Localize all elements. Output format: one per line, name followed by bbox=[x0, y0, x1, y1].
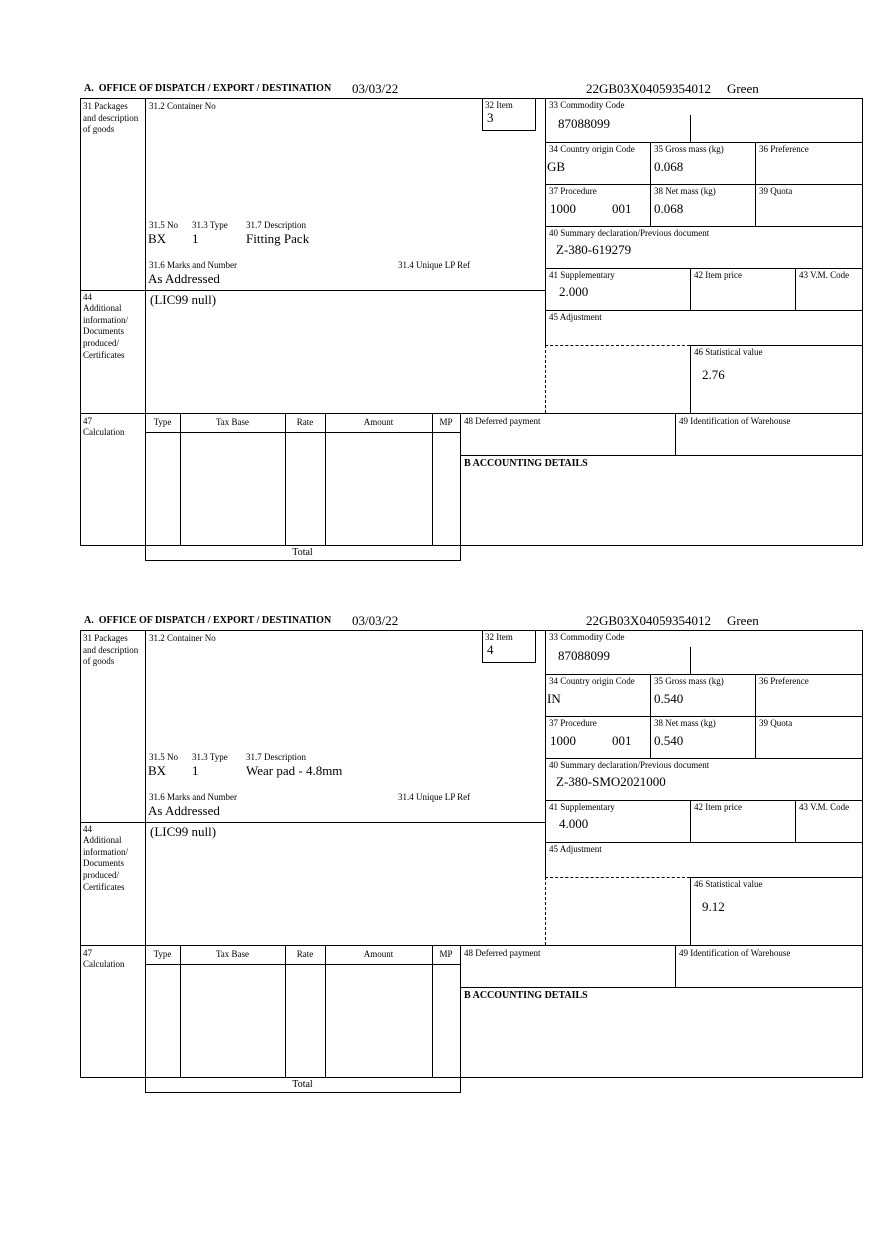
grid-line bbox=[755, 674, 756, 758]
calc-total-label: Total bbox=[292, 547, 313, 558]
box43-label: 43 V.M. Code bbox=[799, 270, 850, 280]
grid-line bbox=[145, 560, 461, 561]
procedure-code-2-value: 001 bbox=[612, 733, 632, 748]
box41-label: 41 Supplementary bbox=[549, 802, 615, 812]
grid-line bbox=[80, 98, 81, 545]
box31-4-label: 31.4 Unique LP Ref bbox=[398, 260, 471, 270]
grid-line bbox=[650, 142, 651, 226]
box37-label: 37 Procedure bbox=[549, 186, 597, 196]
box44-label: Additional information/ Documents produced/ Certificates bbox=[83, 835, 128, 892]
box35-label: 35 Gross mass (kg) bbox=[654, 144, 724, 154]
box47-label: Calculation bbox=[83, 959, 125, 969]
box34-label: 34 Country origin Code bbox=[549, 676, 635, 686]
grid-line bbox=[545, 758, 863, 759]
routing-status: Green bbox=[726, 613, 759, 628]
grid-line bbox=[675, 945, 676, 987]
net-mass-value: 0.068 bbox=[654, 201, 684, 216]
grid-line bbox=[80, 945, 863, 946]
box31-3-label: 31.3 Type bbox=[192, 752, 228, 762]
accounting-details-label: B ACCOUNTING DETAILS bbox=[464, 990, 588, 1001]
box36-label: 36 Preference bbox=[759, 676, 809, 686]
section-a-title: A. OFFICE OF DISPATCH / EXPORT / DESTINATION bbox=[84, 83, 332, 94]
calc-col-amount: Amount bbox=[363, 949, 394, 959]
box40-label: 40 Summary declaration/Previous document bbox=[549, 228, 710, 238]
grid-line bbox=[545, 630, 546, 877]
grid-line bbox=[145, 98, 146, 560]
box32-label: 32 Item bbox=[485, 632, 513, 642]
grid-line bbox=[80, 630, 81, 1077]
grid-line bbox=[795, 800, 796, 842]
box44-number: 44 bbox=[83, 824, 92, 834]
grid-line bbox=[460, 455, 863, 456]
box37-label: 37 Procedure bbox=[549, 718, 597, 728]
box40-label: 40 Summary declaration/Previous document bbox=[549, 760, 710, 770]
grid-line bbox=[545, 716, 863, 717]
dispatch-date: 03/03/22 bbox=[352, 613, 399, 628]
grid-line bbox=[675, 413, 676, 455]
calc-col-tax-base: Tax Base bbox=[215, 417, 250, 427]
calc-col-tax-base: Tax Base bbox=[215, 949, 250, 959]
package-type-value: 1 bbox=[192, 763, 199, 778]
declaration-item-block bbox=[80, 80, 864, 562]
grid-line bbox=[145, 432, 461, 433]
package-count-value: BX bbox=[148, 231, 167, 246]
box31-7-label: 31.7 Description bbox=[246, 220, 306, 230]
calc-col-mp: MP bbox=[439, 949, 453, 959]
grid-line bbox=[482, 662, 536, 663]
grid-line bbox=[80, 545, 863, 546]
box47-number: 47 bbox=[83, 416, 92, 426]
grid-line bbox=[325, 945, 326, 1077]
box43-label: 43 V.M. Code bbox=[799, 802, 850, 812]
grid-line bbox=[545, 842, 863, 843]
marks-value: As Addressed bbox=[148, 803, 220, 818]
grid-line bbox=[80, 290, 546, 291]
box41-label: 41 Supplementary bbox=[549, 270, 615, 280]
package-count-value: BX bbox=[148, 763, 167, 778]
calc-total-label: Total bbox=[292, 1079, 313, 1090]
calc-col-type: Type bbox=[153, 949, 172, 959]
box31-2-label: 31.2 Container No bbox=[149, 633, 216, 643]
grid-line bbox=[460, 945, 461, 1092]
box39-label: 39 Quota bbox=[759, 186, 793, 196]
statistical-value: 9.12 bbox=[702, 899, 725, 914]
box46-label: 46 Statistical value bbox=[694, 347, 763, 357]
box31-6-label: 31.6 Marks and Number bbox=[149, 792, 237, 802]
grid-line bbox=[545, 877, 690, 878]
dispatch-date: 03/03/22 bbox=[352, 81, 399, 96]
goods-description-value: Fitting Pack bbox=[246, 231, 310, 246]
box38-label: 38 Net mass (kg) bbox=[654, 186, 716, 196]
box31-5-label: 31.5 No bbox=[149, 752, 178, 762]
section-a-title: A. OFFICE OF DISPATCH / EXPORT / DESTINATION bbox=[84, 615, 332, 626]
net-mass-value: 0.540 bbox=[654, 733, 684, 748]
supplementary-units-value: 4.000 bbox=[559, 816, 589, 831]
box47-label: Calculation bbox=[83, 427, 125, 437]
country-origin-value: IN bbox=[547, 691, 561, 706]
grid-line bbox=[545, 345, 546, 413]
box49-label: 49 Identification of Warehouse bbox=[679, 416, 791, 426]
box45-label: 45 Adjustment bbox=[549, 312, 602, 322]
grid-line bbox=[432, 413, 433, 545]
mrn-value: 22GB03X04059354012 bbox=[586, 613, 711, 628]
grid-line bbox=[432, 945, 433, 1077]
grid-line bbox=[795, 268, 796, 310]
grid-line bbox=[690, 345, 863, 346]
calc-col-amount: Amount bbox=[363, 417, 394, 427]
grid-line bbox=[545, 674, 863, 675]
calc-col-rate: Rate bbox=[296, 417, 314, 427]
box31-7-label: 31.7 Description bbox=[246, 752, 306, 762]
procedure-code-2-value: 001 bbox=[612, 201, 632, 216]
supplementary-units-value: 2.000 bbox=[559, 284, 589, 299]
marks-value: As Addressed bbox=[148, 271, 220, 286]
grid-line bbox=[650, 674, 651, 758]
mrn-value: 22GB03X04059354012 bbox=[586, 81, 711, 96]
grid-line bbox=[460, 987, 863, 988]
grid-line bbox=[690, 345, 691, 413]
box48-label: 48 Deferred payment bbox=[464, 948, 541, 958]
box33-label: 33 Commodity Code bbox=[549, 100, 625, 110]
grid-line bbox=[690, 115, 691, 142]
box34-label: 34 Country origin Code bbox=[549, 144, 635, 154]
box38-label: 38 Net mass (kg) bbox=[654, 718, 716, 728]
grid-line bbox=[80, 1077, 863, 1078]
additional-information-value: (LIC99 null) bbox=[150, 824, 217, 839]
grid-line bbox=[482, 98, 483, 130]
grid-line bbox=[80, 413, 863, 414]
grid-line bbox=[755, 142, 756, 226]
accounting-details-label: B ACCOUNTING DETAILS bbox=[464, 458, 588, 469]
grid-line bbox=[482, 630, 483, 662]
grid-line bbox=[80, 98, 863, 99]
grid-line bbox=[80, 822, 546, 823]
box32-label: 32 Item bbox=[485, 100, 513, 110]
commodity-code-value: 87088099 bbox=[558, 116, 610, 131]
box39-label: 39 Quota bbox=[759, 718, 793, 728]
summary-declaration-value: Z-380-SMO2021000 bbox=[556, 774, 666, 789]
box45-label: 45 Adjustment bbox=[549, 844, 602, 854]
grid-line bbox=[690, 877, 863, 878]
item-number-value: 4 bbox=[487, 642, 494, 657]
grid-line bbox=[482, 130, 536, 131]
box31-label: 31 Packages and description of goods bbox=[83, 101, 139, 135]
item-number-value: 3 bbox=[487, 110, 494, 125]
package-type-value: 1 bbox=[192, 231, 199, 246]
gross-mass-value: 0.540 bbox=[654, 691, 684, 706]
box31-4-label: 31.4 Unique LP Ref bbox=[398, 792, 471, 802]
box33-label: 33 Commodity Code bbox=[549, 632, 625, 642]
grid-line bbox=[545, 310, 863, 311]
box44-label: Additional information/ Documents produced/ Certificates bbox=[83, 303, 128, 360]
additional-information-value: (LIC99 null) bbox=[150, 292, 217, 307]
grid-line bbox=[145, 630, 146, 1092]
grid-line bbox=[285, 413, 286, 545]
grid-line bbox=[285, 945, 286, 1077]
grid-line bbox=[460, 413, 461, 560]
calc-col-type: Type bbox=[153, 417, 172, 427]
box31-5-label: 31.5 No bbox=[149, 220, 178, 230]
grid-line bbox=[690, 647, 691, 674]
procedure-code-value: 1000 bbox=[550, 201, 576, 216]
grid-line bbox=[862, 630, 863, 1077]
gross-mass-value: 0.068 bbox=[654, 159, 684, 174]
commodity-code-value: 87088099 bbox=[558, 648, 610, 663]
declaration-reference bbox=[586, 81, 759, 97]
grid-line bbox=[690, 800, 691, 842]
grid-line bbox=[145, 1092, 461, 1093]
grid-line bbox=[545, 142, 863, 143]
box42-label: 42 Item price bbox=[694, 802, 742, 812]
procedure-code-value: 1000 bbox=[550, 733, 576, 748]
calc-col-mp: MP bbox=[439, 417, 453, 427]
grid-line bbox=[180, 413, 181, 545]
grid-line bbox=[325, 413, 326, 545]
grid-line bbox=[545, 226, 863, 227]
box49-label: 49 Identification of Warehouse bbox=[679, 948, 791, 958]
statistical-value: 2.76 bbox=[702, 367, 725, 382]
grid-line bbox=[545, 268, 863, 269]
grid-line bbox=[862, 98, 863, 545]
grid-line bbox=[545, 800, 863, 801]
grid-line bbox=[145, 964, 461, 965]
box48-label: 48 Deferred payment bbox=[464, 416, 541, 426]
summary-declaration-value: Z-380-619279 bbox=[556, 242, 632, 257]
box47-number: 47 bbox=[83, 948, 92, 958]
grid-line bbox=[80, 630, 863, 631]
country-origin-value: GB bbox=[547, 159, 566, 174]
grid-line bbox=[545, 184, 863, 185]
box36-label: 36 Preference bbox=[759, 144, 809, 154]
goods-description-value: Wear pad - 4.8mm bbox=[246, 763, 343, 778]
box31-label: 31 Packages and description of goods bbox=[83, 633, 139, 667]
box31-3-label: 31.3 Type bbox=[192, 220, 228, 230]
box44-number: 44 bbox=[83, 292, 92, 302]
grid-line bbox=[690, 877, 691, 945]
grid-line bbox=[545, 98, 546, 345]
grid-line bbox=[535, 630, 536, 662]
declaration-item-block bbox=[80, 612, 864, 1094]
grid-line bbox=[545, 877, 546, 945]
box42-label: 42 Item price bbox=[694, 270, 742, 280]
box46-label: 46 Statistical value bbox=[694, 879, 763, 889]
routing-status: Green bbox=[726, 81, 759, 96]
calc-col-rate: Rate bbox=[296, 949, 314, 959]
grid-line bbox=[180, 945, 181, 1077]
box31-6-label: 31.6 Marks and Number bbox=[149, 260, 237, 270]
box35-label: 35 Gross mass (kg) bbox=[654, 676, 724, 686]
grid-line bbox=[545, 345, 690, 346]
box31-2-label: 31.2 Container No bbox=[149, 101, 216, 111]
declaration-reference bbox=[586, 613, 759, 629]
grid-line bbox=[535, 98, 536, 130]
grid-line bbox=[690, 268, 691, 310]
